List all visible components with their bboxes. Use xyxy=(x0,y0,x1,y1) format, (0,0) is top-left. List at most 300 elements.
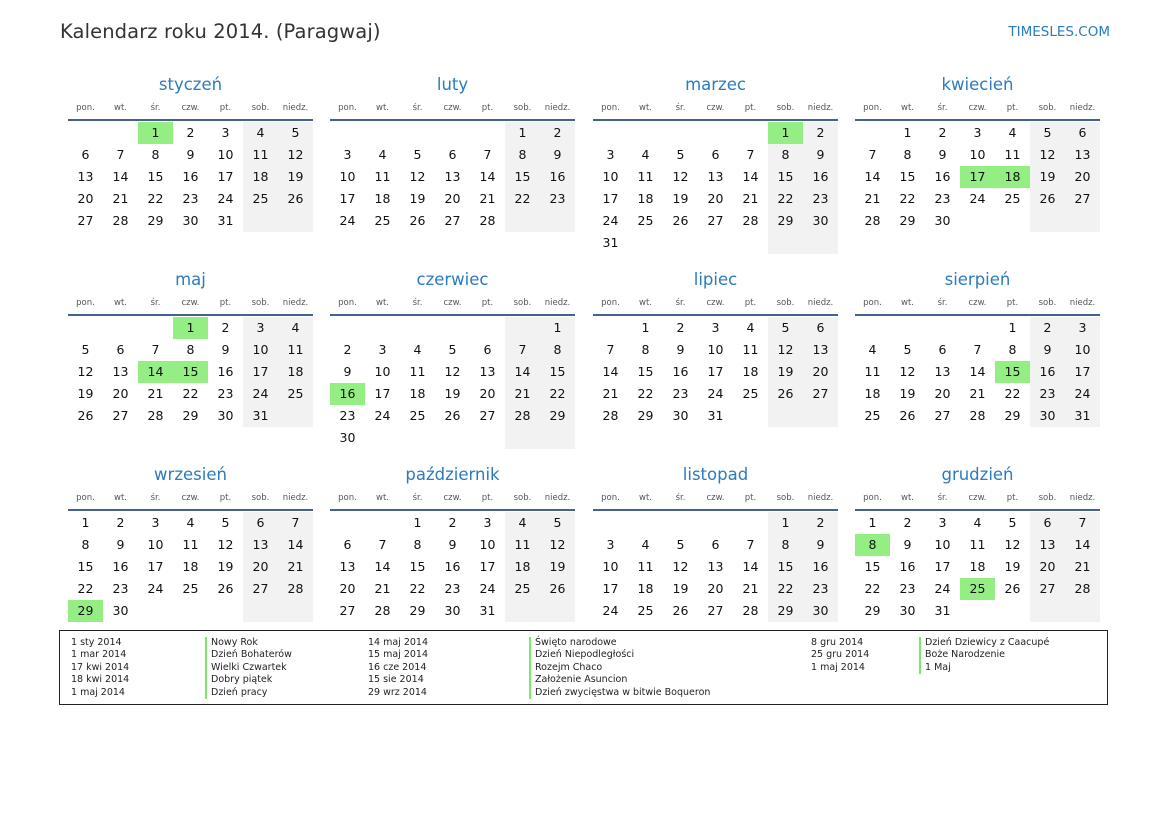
day-cell: 20 xyxy=(77,191,94,206)
empty-day-cell xyxy=(593,122,628,144)
empty-day-cell xyxy=(628,122,663,144)
day-cell: 26 xyxy=(1030,188,1065,210)
day-cell: 5 xyxy=(221,515,230,530)
day-cell: 13 xyxy=(1030,534,1065,556)
day-cell: 9 xyxy=(803,534,838,556)
day-cell: 21 xyxy=(1065,556,1100,578)
day-cell: 22 xyxy=(182,386,199,401)
day-cell: 25 xyxy=(1004,191,1021,206)
holiday-day-cell: 1 xyxy=(138,122,173,144)
empty-day-cell xyxy=(733,512,768,534)
day-cell: 8 xyxy=(186,342,195,357)
empty-day-cell xyxy=(855,122,890,144)
day-cell: 5 xyxy=(1030,122,1065,144)
empty-day-cell xyxy=(435,427,470,449)
day-cell: 4 xyxy=(243,122,278,144)
weekday-label: czw. xyxy=(443,298,462,308)
month-divider xyxy=(330,509,575,511)
day-cell: 21 xyxy=(374,581,391,596)
day-cell: 18 xyxy=(864,386,881,401)
day-cell: 26 xyxy=(409,213,426,228)
day-cell: 2 xyxy=(540,122,575,144)
weekday-label: czw. xyxy=(706,493,725,503)
day-cell: 19 xyxy=(77,386,94,401)
weekday-label: śr. xyxy=(937,298,948,308)
weekday-label: sob. xyxy=(251,298,270,308)
month-name: wrzesień xyxy=(154,465,227,484)
day-cell: 16 xyxy=(182,169,199,184)
weekday-label: pon. xyxy=(338,103,357,113)
day-grid xyxy=(855,122,1100,232)
empty-day-cell xyxy=(995,210,1030,232)
day-cell: 21 xyxy=(602,386,619,401)
day-cell: 5 xyxy=(1008,515,1017,530)
day-cell: 28 xyxy=(278,578,313,600)
day-cell: 15 xyxy=(899,169,916,184)
empty-day-cell xyxy=(505,427,540,449)
weekday-label: czw. xyxy=(706,103,725,113)
day-cell: 9 xyxy=(116,537,125,552)
day-cell: 12 xyxy=(217,537,234,552)
day-cell: 31 xyxy=(217,213,234,228)
empty-day-cell xyxy=(365,122,400,144)
holiday-day-cell: 1 xyxy=(768,122,803,144)
day-cell: 29 xyxy=(147,213,164,228)
day-cell: 13 xyxy=(243,534,278,556)
day-cell: 20 xyxy=(934,386,951,401)
day-cell: 25 xyxy=(243,188,278,210)
day-cell: 15 xyxy=(864,559,881,574)
empty-day-cell xyxy=(330,512,365,534)
weekday-label: śr. xyxy=(675,298,686,308)
day-cell: 25 xyxy=(637,213,654,228)
day-cell: 7 xyxy=(746,147,755,162)
empty-day-cell xyxy=(278,210,313,232)
weekday-label: pon. xyxy=(863,103,882,113)
day-cell: 29 xyxy=(540,405,575,427)
day-cell: 28 xyxy=(112,213,129,228)
day-cell: 2 xyxy=(116,515,125,530)
day-cell: 1 xyxy=(1008,320,1017,335)
day-cell: 2 xyxy=(448,515,457,530)
day-cell: 18 xyxy=(182,559,199,574)
day-grid xyxy=(68,122,313,232)
empty-day-cell xyxy=(470,317,505,339)
empty-day-cell xyxy=(365,512,400,534)
weekday-label: sob. xyxy=(776,103,795,113)
weekday-label: sob. xyxy=(251,493,270,503)
day-cell: 7 xyxy=(378,537,387,552)
day-cell: 16 xyxy=(899,559,916,574)
day-cell: 11 xyxy=(374,169,391,184)
weekday-label: czw. xyxy=(968,298,987,308)
day-cell: 31 xyxy=(602,235,619,250)
empty-day-cell xyxy=(628,232,663,254)
day-cell: 18 xyxy=(969,559,986,574)
day-cell: 31 xyxy=(707,408,724,423)
weekday-label: sob. xyxy=(776,493,795,503)
empty-day-cell xyxy=(540,600,575,622)
day-cell: 24 xyxy=(934,581,951,596)
day-cell: 13 xyxy=(1065,144,1100,166)
month-5 xyxy=(68,268,313,427)
day-cell: 1 xyxy=(81,515,90,530)
day-cell: 14 xyxy=(602,364,619,379)
day-cell: 27 xyxy=(1065,188,1100,210)
day-cell: 5 xyxy=(413,147,422,162)
day-cell: 11 xyxy=(243,144,278,166)
legend-date: 15 sie 2014 xyxy=(368,674,424,686)
day-cell: 14 xyxy=(505,361,540,383)
day-cell: 27 xyxy=(339,603,356,618)
day-cell: 12 xyxy=(899,364,916,379)
day-cell: 9 xyxy=(1030,339,1065,361)
day-grid xyxy=(593,317,838,427)
day-cell: 25 xyxy=(864,408,881,423)
weekday-label: pon. xyxy=(76,298,95,308)
day-cell: 29 xyxy=(1004,408,1021,423)
weekday-label: pt. xyxy=(219,103,232,113)
weekday-label: wt. xyxy=(376,493,389,503)
empty-day-cell xyxy=(698,122,733,144)
day-cell: 3 xyxy=(606,147,615,162)
day-cell: 10 xyxy=(934,537,951,552)
empty-day-cell xyxy=(365,427,400,449)
day-cell: 4 xyxy=(746,320,755,335)
day-cell: 2 xyxy=(1030,317,1065,339)
empty-day-cell xyxy=(505,317,540,339)
weekday-label: wt. xyxy=(901,103,914,113)
empty-day-cell xyxy=(733,405,768,427)
day-cell: 4 xyxy=(505,512,540,534)
day-cell: 29 xyxy=(899,213,916,228)
day-cell: 17 xyxy=(243,361,278,383)
holiday-day-cell: 18 xyxy=(995,166,1030,188)
day-cell: 12 xyxy=(672,169,689,184)
day-cell: 1 xyxy=(641,320,650,335)
month-3 xyxy=(593,73,838,254)
month-name: sierpień xyxy=(944,270,1011,289)
day-cell: 3 xyxy=(711,320,720,335)
day-cell: 9 xyxy=(186,147,195,162)
empty-day-cell xyxy=(593,317,628,339)
month-name: marzec xyxy=(685,75,746,94)
weekday-label: pon. xyxy=(601,298,620,308)
holiday-day-cell: 1 xyxy=(173,317,208,339)
weekday-header xyxy=(593,294,838,312)
empty-day-cell xyxy=(1030,210,1065,232)
day-cell: 24 xyxy=(479,581,496,596)
day-cell: 16 xyxy=(1030,361,1065,383)
day-cell: 13 xyxy=(479,364,496,379)
day-grid xyxy=(855,317,1100,427)
month-2 xyxy=(330,73,575,232)
day-cell: 15 xyxy=(77,559,94,574)
legend-holiday-name: Rozejm Chaco xyxy=(529,662,602,675)
weekday-label: pon. xyxy=(338,493,357,503)
day-cell: 29 xyxy=(768,210,803,232)
month-divider xyxy=(855,509,1100,511)
day-cell: 6 xyxy=(711,147,720,162)
day-cell: 30 xyxy=(112,603,129,618)
day-cell: 8 xyxy=(505,144,540,166)
weekday-label: śr. xyxy=(150,298,161,308)
empty-day-cell xyxy=(103,122,138,144)
empty-day-cell xyxy=(208,600,243,622)
holiday-day-cell: 29 xyxy=(68,600,103,622)
day-cell: 30 xyxy=(217,408,234,423)
empty-day-cell xyxy=(698,512,733,534)
legend-holiday-name: Dzień Niepodległości xyxy=(529,649,634,662)
day-cell: 28 xyxy=(864,213,881,228)
day-cell: 26 xyxy=(672,213,689,228)
weekday-label: sob. xyxy=(1038,103,1057,113)
day-cell: 5 xyxy=(540,512,575,534)
weekday-label: niedz. xyxy=(282,103,309,113)
empty-day-cell xyxy=(768,405,803,427)
day-cell: 4 xyxy=(186,515,195,530)
weekday-label: wt. xyxy=(639,493,652,503)
legend-date: 1 sty 2014 xyxy=(71,637,122,648)
weekday-label: niedz. xyxy=(282,298,309,308)
day-cell: 21 xyxy=(505,383,540,405)
weekday-label: wt. xyxy=(114,298,127,308)
weekday-header xyxy=(855,294,1100,312)
day-cell: 30 xyxy=(899,603,916,618)
day-cell: 13 xyxy=(444,169,461,184)
legend-date: 25 gru 2014 xyxy=(811,649,870,661)
day-cell: 20 xyxy=(479,386,496,401)
day-cell: 22 xyxy=(864,581,881,596)
day-cell: 31 xyxy=(479,603,496,618)
legend-holiday-name: Wielki Czwartek xyxy=(205,662,287,675)
day-cell: 5 xyxy=(81,342,90,357)
weekday-label: sob. xyxy=(513,103,532,113)
day-cell: 6 xyxy=(116,342,125,357)
month-9 xyxy=(68,463,313,622)
legend-date: 1 maj 2014 xyxy=(811,661,865,673)
page-title: Kalendarz roku 2014. (Paragwaj) xyxy=(60,20,381,43)
day-cell: 3 xyxy=(243,317,278,339)
day-cell: 8 xyxy=(768,534,803,556)
day-cell: 27 xyxy=(112,408,129,423)
weekday-header xyxy=(593,489,838,507)
weekday-header xyxy=(68,99,313,117)
day-cell: 22 xyxy=(540,383,575,405)
day-cell: 21 xyxy=(742,581,759,596)
day-cell: 28 xyxy=(505,405,540,427)
day-cell: 24 xyxy=(217,191,234,206)
day-cell: 16 xyxy=(112,559,129,574)
day-cell: 1 xyxy=(505,122,540,144)
day-cell: 23 xyxy=(1030,383,1065,405)
day-cell: 15 xyxy=(637,364,654,379)
day-cell: 20 xyxy=(707,581,724,596)
day-cell: 17 xyxy=(934,559,951,574)
month-divider xyxy=(68,314,313,316)
empty-day-cell xyxy=(278,405,313,427)
day-cell: 16 xyxy=(540,166,575,188)
day-cell: 21 xyxy=(969,386,986,401)
day-cell: 15 xyxy=(147,169,164,184)
day-cell: 4 xyxy=(278,317,313,339)
weekday-label: pt. xyxy=(744,298,757,308)
day-cell: 30 xyxy=(1030,405,1065,427)
empty-day-cell xyxy=(960,210,995,232)
day-cell: 20 xyxy=(1030,556,1065,578)
day-cell: 27 xyxy=(444,213,461,228)
day-cell: 8 xyxy=(151,147,160,162)
day-cell: 20 xyxy=(803,361,838,383)
holiday-day-cell: 15 xyxy=(173,361,208,383)
weekday-label: wt. xyxy=(114,103,127,113)
weekday-label: pt. xyxy=(744,493,757,503)
empty-day-cell xyxy=(470,122,505,144)
day-cell: 7 xyxy=(973,342,982,357)
empty-day-cell xyxy=(698,232,733,254)
weekday-label: czw. xyxy=(181,493,200,503)
day-cell: 14 xyxy=(278,534,313,556)
weekday-header xyxy=(330,99,575,117)
day-cell: 29 xyxy=(409,603,426,618)
legend-holiday-name: Dzień Dziewicy z Caacupé xyxy=(919,637,1049,650)
day-cell: 7 xyxy=(868,147,877,162)
month-name: październik xyxy=(405,465,500,484)
day-cell: 9 xyxy=(540,144,575,166)
day-cell: 11 xyxy=(409,364,426,379)
month-name: maj xyxy=(175,270,206,289)
day-cell: 17 xyxy=(707,364,724,379)
empty-day-cell xyxy=(103,317,138,339)
day-cell: 10 xyxy=(479,537,496,552)
day-cell: 20 xyxy=(243,556,278,578)
day-cell: 11 xyxy=(637,559,654,574)
day-cell: 8 xyxy=(540,339,575,361)
day-cell: 14 xyxy=(742,559,759,574)
legend-date: 1 mar 2014 xyxy=(71,649,127,661)
day-cell: 10 xyxy=(339,169,356,184)
weekday-label: sob. xyxy=(251,103,270,113)
empty-day-cell xyxy=(1030,600,1065,622)
weekday-label: niedz. xyxy=(1069,103,1096,113)
day-cell: 10 xyxy=(969,147,986,162)
day-cell: 19 xyxy=(444,386,461,401)
day-cell: 16 xyxy=(217,364,234,379)
day-cell: 1 xyxy=(768,512,803,534)
day-cell: 12 xyxy=(1030,144,1065,166)
day-cell: 20 xyxy=(444,191,461,206)
empty-day-cell xyxy=(243,210,278,232)
day-cell: 8 xyxy=(641,342,650,357)
day-cell: 19 xyxy=(278,166,313,188)
legend-holiday-name: Boże Narodzenie xyxy=(919,649,1005,662)
empty-day-cell xyxy=(855,317,890,339)
day-cell: 19 xyxy=(768,361,803,383)
weekday-label: niedz. xyxy=(807,103,834,113)
empty-day-cell xyxy=(138,600,173,622)
day-cell: 25 xyxy=(409,408,426,423)
empty-day-cell xyxy=(470,427,505,449)
empty-day-cell xyxy=(593,512,628,534)
weekday-label: niedz. xyxy=(544,493,571,503)
day-cell: 21 xyxy=(864,191,881,206)
holiday-day-cell: 16 xyxy=(330,383,365,405)
day-cell: 6 xyxy=(938,342,947,357)
day-cell: 27 xyxy=(77,213,94,228)
day-cell: 27 xyxy=(243,578,278,600)
day-cell: 26 xyxy=(899,408,916,423)
empty-day-cell xyxy=(435,122,470,144)
day-cell: 24 xyxy=(1065,383,1100,405)
weekday-label: niedz. xyxy=(1069,493,1096,503)
holiday-day-cell: 25 xyxy=(960,578,995,600)
day-cell: 23 xyxy=(672,386,689,401)
month-divider xyxy=(593,314,838,316)
empty-day-cell xyxy=(435,317,470,339)
day-cell: 24 xyxy=(969,191,986,206)
weekday-label: sob. xyxy=(1038,493,1057,503)
legend-holiday-name: Dobry piątek xyxy=(205,674,272,687)
empty-day-cell xyxy=(733,232,768,254)
day-cell: 6 xyxy=(448,147,457,162)
weekday-label: sob. xyxy=(776,298,795,308)
empty-day-cell xyxy=(960,317,995,339)
day-grid xyxy=(330,122,575,232)
day-cell: 16 xyxy=(444,559,461,574)
day-cell: 10 xyxy=(1065,339,1100,361)
empty-day-cell xyxy=(400,122,435,144)
day-cell: 19 xyxy=(409,191,426,206)
day-cell: 21 xyxy=(112,191,129,206)
day-cell: 13 xyxy=(77,169,94,184)
day-cell: 28 xyxy=(1065,578,1100,600)
weekday-label: śr. xyxy=(412,493,423,503)
month-12 xyxy=(855,463,1100,622)
day-cell: 24 xyxy=(707,386,724,401)
day-cell: 25 xyxy=(182,581,199,596)
day-cell: 26 xyxy=(672,603,689,618)
day-cell: 30 xyxy=(672,408,689,423)
day-cell: 7 xyxy=(151,342,160,357)
day-cell: 2 xyxy=(903,515,912,530)
day-cell: 29 xyxy=(637,408,654,423)
day-cell: 12 xyxy=(77,364,94,379)
empty-day-cell xyxy=(243,600,278,622)
weekday-label: wt. xyxy=(114,493,127,503)
day-cell: 23 xyxy=(444,581,461,596)
day-cell: 5 xyxy=(676,147,685,162)
weekday-label: wt. xyxy=(901,493,914,503)
day-cell: 28 xyxy=(479,213,496,228)
day-cell: 4 xyxy=(973,515,982,530)
day-cell: 27 xyxy=(803,383,838,405)
weekday-label: pon. xyxy=(76,493,95,503)
month-name: listopad xyxy=(682,465,749,484)
weekday-label: czw. xyxy=(968,103,987,113)
day-cell: 28 xyxy=(969,408,986,423)
day-cell: 11 xyxy=(742,342,759,357)
day-cell: 22 xyxy=(147,191,164,206)
site-link[interactable]: TIMESLES.COM xyxy=(1008,24,1110,40)
day-cell: 19 xyxy=(672,581,689,596)
day-cell: 10 xyxy=(602,559,619,574)
weekday-label: niedz. xyxy=(1069,298,1096,308)
day-cell: 25 xyxy=(637,603,654,618)
legend-date: 15 maj 2014 xyxy=(368,649,429,661)
month-divider xyxy=(68,119,313,121)
month-1 xyxy=(68,73,313,232)
empty-day-cell xyxy=(803,232,838,254)
